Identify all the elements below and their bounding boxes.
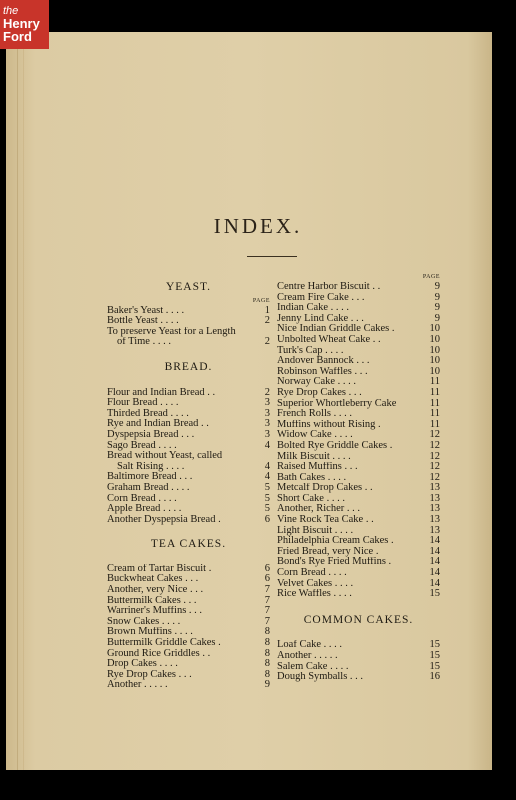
section-heading-bread: BREAD.	[164, 360, 213, 373]
entry-name: Superior Whortleberry Cake	[277, 398, 397, 409]
entry-name: Brown Muffins . . . .	[107, 627, 193, 638]
entry-page-number: 11	[429, 397, 440, 409]
index-entry	[107, 596, 270, 607]
index-entry	[277, 441, 440, 452]
index-entry	[107, 680, 270, 691]
index-entry	[107, 462, 270, 473]
entry-name: Warriner's Muffins . . .	[107, 606, 203, 617]
index-entry	[107, 617, 270, 628]
entry-page-number: 12	[429, 450, 440, 462]
entry-page-number: 10	[429, 355, 440, 367]
index-entry	[107, 316, 270, 327]
index-entry	[107, 337, 270, 348]
entry-page-number: 9	[434, 281, 440, 292]
entry-page-number: 11	[429, 408, 440, 420]
entry-name: Nice Indian Griddle Cakes .	[277, 324, 395, 335]
bread-entries	[107, 388, 270, 526]
entry-name: Another, Richer . . .	[277, 504, 360, 515]
entry-page-number: 9	[434, 312, 440, 324]
entry-name: Another . . . . .	[277, 651, 338, 661]
entry-name: Bolted Rye Griddle Cakes .	[277, 440, 393, 451]
index-entry	[277, 324, 440, 335]
entry-page-number: 11	[429, 386, 440, 398]
entry-name: Muffins without Rising .	[277, 419, 381, 430]
yeast-entries	[107, 306, 270, 348]
common-cakes-entries	[277, 640, 440, 682]
entry-name: Raised Muffins . . .	[277, 462, 358, 473]
entry-page-number: 14	[429, 545, 440, 557]
entry-page-number: 12	[429, 439, 440, 451]
entry-name: Norway Cake . . . .	[277, 377, 357, 388]
entry-name: Milk Biscuit . . . .	[277, 451, 351, 462]
page-label: PAGE	[252, 297, 270, 304]
index-entry	[107, 483, 270, 494]
entry-name: Drop Cakes . . . .	[107, 659, 178, 670]
entry-name: Dough Symballs . . .	[277, 672, 364, 683]
index-entry	[277, 640, 440, 651]
index-entry	[107, 515, 270, 526]
entry-page-number: 3	[264, 418, 270, 430]
entry-page-number: 3	[264, 407, 270, 419]
entry-page-number: 7	[264, 605, 270, 617]
entry-name: Andover Bannock . . .	[277, 356, 370, 367]
entry-page-number: 12	[429, 429, 440, 441]
entry-page-number: 8	[264, 626, 270, 638]
page-title: INDEX.	[213, 214, 303, 238]
entry-page-number: 9	[434, 291, 440, 303]
index-entry	[107, 398, 270, 409]
entry-name: Widow Cake . . . .	[277, 430, 353, 441]
entry-name: Vine Rock Tea Cake . .	[277, 515, 374, 526]
entry-page-number: 2	[264, 386, 270, 398]
index-entry	[277, 282, 440, 293]
entry-page-number: 8	[264, 658, 270, 670]
index-entry	[107, 494, 270, 505]
index-entry	[277, 314, 440, 325]
index-entry	[107, 670, 270, 681]
index-entry	[277, 651, 440, 662]
entry-name: Flour Bread . . . .	[107, 398, 179, 409]
entry-name: Corn Bread . . . .	[107, 493, 177, 504]
entry-page-number: 8	[264, 668, 270, 680]
entry-name: Sago Bread . . . .	[107, 440, 177, 451]
index-entry	[107, 327, 270, 338]
index-entry	[107, 659, 270, 670]
entry-page-number: 3	[264, 397, 270, 409]
entry-page-number: 1	[264, 304, 270, 316]
entry-name: Indian Cake . . . .	[277, 303, 350, 314]
entry-page-number: 13	[429, 514, 440, 526]
entry-page-number: 13	[429, 482, 440, 494]
entry-name: To preserve Yeast for a Length	[107, 326, 236, 337]
entry-page-number: 15	[429, 588, 440, 600]
index-entry	[277, 346, 440, 357]
entry-page-number: 5	[264, 503, 270, 515]
entry-page-number: 7	[264, 584, 270, 596]
index-entry	[277, 579, 440, 590]
index-entry	[277, 672, 440, 683]
entry-name: French Rolls . . . .	[277, 409, 352, 420]
entry-name: Bottle Yeast . . . .	[107, 316, 179, 327]
entry-name: Baltimore Bread . . .	[107, 472, 193, 483]
entry-page-number: 13	[429, 503, 440, 515]
logo-ford: Ford	[3, 29, 32, 44]
entry-name: Ground Rice Griddles . .	[107, 648, 211, 659]
logo-the: the	[3, 5, 19, 17]
entry-name: Another Dyspepsia Bread .	[107, 514, 221, 525]
entry-name: Centre Harbor Biscuit . .	[277, 282, 381, 292]
entry-page-number: 10	[429, 323, 440, 335]
index-entry	[277, 536, 440, 547]
section-heading-tea-cakes: TEA CAKES.	[150, 538, 227, 551]
entry-name: Corn Bread . . . .	[277, 568, 347, 579]
entry-page-number: 9	[264, 679, 270, 691]
index-entry	[107, 430, 270, 441]
index-entry	[277, 504, 440, 515]
entry-page-number: 4	[264, 439, 270, 451]
entry-name: Buttermilk Cakes . . .	[107, 595, 197, 606]
index-entry	[277, 420, 440, 431]
entry-name: Salt Rising . . . .	[117, 461, 185, 472]
index-entry	[277, 303, 440, 314]
entry-page-number: 8	[264, 647, 270, 659]
entry-name: Loaf Cake . . . .	[277, 640, 343, 651]
logo-henry: Henry	[3, 16, 40, 31]
entry-page-number: 6	[264, 573, 270, 585]
index-entry	[277, 526, 440, 537]
entry-page-number: 12	[429, 471, 440, 483]
entry-page-number: 14	[429, 535, 440, 547]
entry-name: Turk's Cap . . . .	[277, 345, 344, 356]
entry-name: Fried Bread, very Nice .	[277, 546, 379, 557]
entry-page-number: 11	[429, 418, 440, 430]
index-entry	[107, 564, 270, 575]
index-entry	[277, 557, 440, 568]
entry-name: of Time . . . .	[117, 337, 171, 348]
index-entry	[277, 568, 440, 579]
index-entry	[277, 662, 440, 673]
index-entry	[107, 504, 270, 515]
right-entries	[277, 282, 440, 600]
entry-page-number: 15	[429, 660, 440, 672]
entry-name: Cream Fire Cake . . .	[277, 292, 365, 303]
index-entry	[277, 547, 440, 558]
index-entry	[277, 388, 440, 399]
index-entry	[107, 441, 270, 452]
index-entry	[107, 574, 270, 585]
entry-page-number: 10	[429, 365, 440, 377]
index-entry	[277, 515, 440, 526]
entry-name: Flour and Indian Bread . .	[107, 387, 216, 398]
index-entry	[107, 419, 270, 430]
entry-page-number: 7	[264, 615, 270, 627]
entry-name: Short Cake . . . .	[277, 493, 345, 504]
entry-name: Rye Drop Cakes . . .	[277, 387, 362, 398]
entry-name: Cream of Tartar Biscuit .	[107, 563, 212, 574]
page-label: PAGE	[422, 274, 440, 280]
index-entry	[277, 452, 440, 463]
entry-name: Philadelphia Cream Cakes .	[277, 536, 394, 547]
index-entry	[107, 627, 270, 638]
title-divider	[247, 256, 297, 257]
entry-page-number: 9	[434, 302, 440, 314]
entry-page-number: 6	[264, 513, 270, 525]
entry-name: Bath Cakes . . . .	[277, 472, 347, 483]
entry-name: Bond's Rye Fried Muffins .	[277, 557, 392, 568]
index-entry	[277, 377, 440, 388]
entry-page-number: 12	[429, 461, 440, 473]
entry-page-number: 5	[264, 492, 270, 504]
entry-name: Rice Waffles . . . .	[277, 589, 352, 600]
entry-name: Another . . . . .	[107, 680, 168, 691]
entry-page-number: 11	[429, 376, 440, 388]
entry-page-number: 5	[264, 481, 270, 493]
entry-page-number: 4	[264, 471, 270, 483]
index-entry	[107, 388, 270, 399]
index-entry	[277, 589, 440, 600]
entry-name: Unbolted Wheat Cake . .	[277, 334, 381, 345]
entry-page-number: 7	[264, 594, 270, 606]
index-entry	[277, 494, 440, 505]
index-entry	[277, 409, 440, 420]
index-entry	[107, 638, 270, 649]
entry-page-number: 16	[429, 671, 440, 683]
entry-name: Salem Cake . . . .	[277, 661, 349, 672]
entry-name: Dyspepsia Bread . . .	[107, 429, 195, 440]
entry-page-number: 2	[264, 315, 270, 327]
index-entry	[277, 367, 440, 378]
entry-name: Rye Drop Cakes . . .	[107, 669, 192, 680]
entry-page-number: 13	[429, 492, 440, 504]
entry-name: Graham Bread . . . .	[107, 482, 190, 493]
index-entry	[107, 606, 270, 617]
index-entry	[107, 472, 270, 483]
henry-ford-logo	[0, 0, 49, 49]
index-entry	[277, 462, 440, 473]
index-entry	[277, 483, 440, 494]
index-right-column	[277, 273, 440, 683]
entry-name: Baker's Yeast . . . .	[107, 305, 185, 316]
entry-name: Velvet Cakes . . . .	[277, 578, 354, 589]
entry-page-number: 15	[429, 639, 440, 651]
index-entry	[277, 473, 440, 484]
entry-page-number: 2	[264, 336, 270, 348]
index-entry	[277, 430, 440, 441]
entry-page-number: 14	[429, 567, 440, 579]
index-entry	[107, 649, 270, 660]
entry-name: Another, very Nice . . .	[107, 585, 204, 596]
index-entry	[107, 306, 270, 317]
entry-name: Apple Bread . . . .	[107, 504, 182, 515]
entry-name: Buttermilk Griddle Cakes .	[107, 638, 221, 649]
entry-name: Jenny Lind Cake . . .	[277, 313, 364, 324]
section-heading-common-cakes: COMMON CAKES.	[303, 613, 414, 626]
entry-page-number: 8	[264, 637, 270, 649]
index-entry	[107, 451, 270, 462]
entry-page-number: 10	[429, 344, 440, 356]
index-entry	[107, 585, 270, 596]
index-entry	[277, 399, 440, 410]
entry-name: Rye and Indian Bread . .	[107, 419, 209, 430]
entry-page-number: 10	[429, 333, 440, 345]
entry-name: Light Biscuit . . . .	[277, 525, 354, 536]
entry-name: Thirded Bread . . . .	[107, 408, 189, 419]
entry-page-number: 6	[264, 562, 270, 574]
entry-page-number: 4	[264, 460, 270, 472]
entry-page-number: 13	[429, 524, 440, 536]
entry-page-number: 14	[429, 577, 440, 589]
entry-page-number: 15	[429, 650, 440, 661]
index-entry	[277, 335, 440, 346]
index-entry	[277, 356, 440, 367]
section-heading-yeast: YEAST.	[165, 281, 212, 293]
entry-name: Metcalf Drop Cakes . .	[277, 483, 373, 494]
page-binding-edge	[17, 32, 24, 770]
entry-name: Snow Cakes . . . .	[107, 616, 181, 627]
entry-name: Robinson Waffles . . .	[277, 366, 368, 377]
index-left-column	[107, 282, 270, 691]
index-entry	[107, 409, 270, 420]
entry-name: Bread without Yeast, called	[107, 451, 223, 462]
entry-name: Buckwheat Cakes . . .	[107, 574, 199, 585]
entry-page-number: 3	[264, 428, 270, 440]
entry-page-number: 14	[429, 556, 440, 568]
index-entry	[277, 293, 440, 304]
tea-cakes-entries	[107, 564, 270, 691]
